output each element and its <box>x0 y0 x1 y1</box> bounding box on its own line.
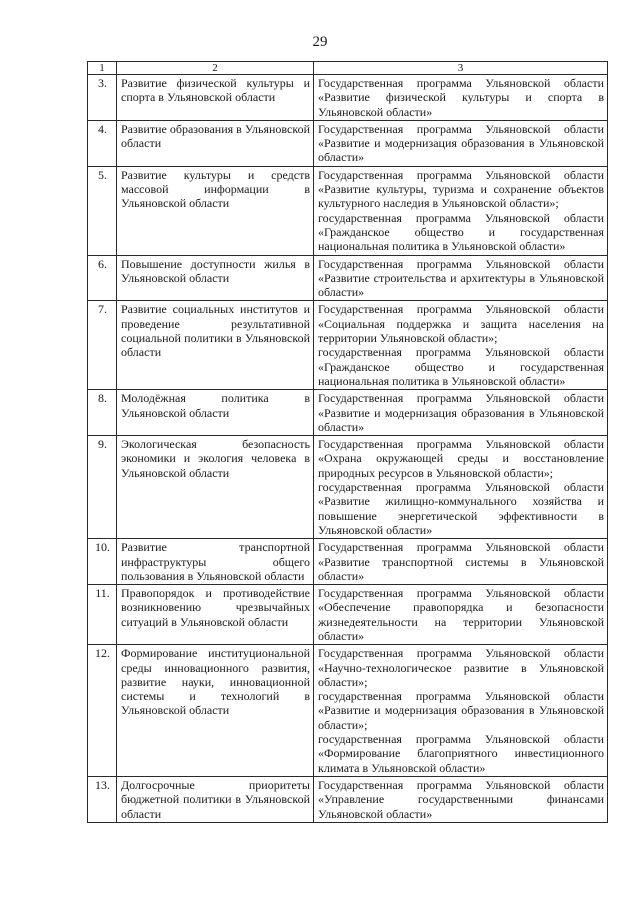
program-entry: Государственная программа Ульяновской области «Социальная поддержка и защита населения на территории Ульяновской области»; <box>318 302 604 346</box>
program-entry: Государственная программа Ульяновской области «Развитие физической культуры и спорта в Ульяновской области» <box>318 76 604 119</box>
header-cell-1: 1 <box>88 62 117 75</box>
table-header-row <box>88 62 608 75</box>
header-cell-2: 2 <box>117 62 314 75</box>
programs-table <box>87 61 608 823</box>
table-row <box>88 255 608 301</box>
programs-cell <box>314 255 608 301</box>
programs-cell <box>314 539 608 585</box>
table-body <box>88 62 608 823</box>
page-number: 29 <box>312 34 328 50</box>
table-row <box>88 645 608 777</box>
row-number: 8. <box>88 390 117 436</box>
table-row <box>88 436 608 539</box>
table-row <box>88 539 608 585</box>
row-number: 9. <box>88 436 117 539</box>
direction-name: Развитие культуры и средств массовой информации в Ульяновской области <box>117 166 314 255</box>
programs-cell <box>314 120 608 166</box>
direction-name: Экологическая безопасность экономики и экология человека в Ульяновской области <box>117 436 314 539</box>
programs-cell <box>314 75 608 121</box>
programs-cell <box>314 776 608 822</box>
programs-cell <box>314 301 608 390</box>
row-number: 13. <box>88 776 117 822</box>
row-number: 6. <box>88 255 117 301</box>
table-row <box>88 166 608 255</box>
programs-cell <box>314 436 608 539</box>
direction-name: Развитие социальных институтов и проведение результативной социальной политики в Ульяновской области <box>117 301 314 390</box>
direction-name: Правопорядок и противодействие возникновению чрезвычайных ситуаций в Ульяновской области <box>117 585 314 645</box>
direction-name: Долгосрочные приоритеты бюджетной политики в Ульяновской области <box>117 776 314 822</box>
table-row <box>88 776 608 822</box>
program-entry: Государственная программа Ульяновской области «Развитие транспортной системы в Ульяновской области» <box>318 540 604 583</box>
program-entry: Государственная программа Ульяновской области «Развитие и модернизация образования в Ульяновской области» <box>318 121 604 165</box>
direction-name: Молодёжная политика в Ульяновской области <box>117 390 314 436</box>
direction-name: Формирование институциональной среды инновационного развития, развитие науки, инновационной системы и технологий в Ульяновской области <box>117 645 314 777</box>
row-number: 11. <box>88 585 117 645</box>
programs-cell <box>314 166 608 255</box>
row-number: 10. <box>88 539 117 585</box>
program-entry: Государственная программа Ульяновской области «Научно-технологическое развитие в Ульяновской области»; <box>318 646 604 689</box>
direction-name: Повышение доступности жилья в Ульяновской области <box>117 255 314 301</box>
table-row <box>88 585 608 645</box>
row-number: 5. <box>88 166 117 255</box>
program-entry: государственная программа Ульяновской области «Формирование благоприятного инвестиционного климата в Ульяновской области» <box>318 732 604 775</box>
program-entry: Государственная программа Ульяновской области «Развитие культуры, туризма и сохранение объектов культурного наследия в Ульяновской области»; <box>318 167 604 211</box>
row-number: 7. <box>88 301 117 390</box>
row-number: 4. <box>88 120 117 166</box>
table-row <box>88 75 608 121</box>
programs-cell <box>314 645 608 777</box>
program-entry: Государственная программа Ульяновской области «Обеспечение правопорядка и безопасности жизнедеятельности на территории Ульяновской области» <box>318 586 604 643</box>
row-number: 12. <box>88 645 117 777</box>
program-entry: Государственная программа Ульяновской области «Развитие строительства и архитектуры в Ульяновской области» <box>318 256 604 300</box>
program-entry: Государственная программа Ульяновской области «Управление государственными финансами Ульяновской области» <box>318 777 604 821</box>
program-entry: государственная программа Ульяновской области «Гражданское общество и государственная национальная политика в Ульяновской области» <box>318 210 604 254</box>
table-row <box>88 301 608 390</box>
program-entry: Государственная программа Ульяновской области «Охрана окружающей среды и восстановление природных ресурсов в Ульяновской области»; <box>318 437 604 480</box>
direction-name: Развитие физической культуры и спорта в Ульяновской области <box>117 75 314 121</box>
header-cell-3: 3 <box>314 62 608 75</box>
programs-cell <box>314 390 608 436</box>
table-row <box>88 390 608 436</box>
program-entry: государственная программа Ульяновской области «Развитие и модернизация образования в Ульяновской области»; <box>318 689 604 732</box>
programs-cell <box>314 585 608 645</box>
program-entry: Государственная программа Ульяновской области «Развитие и модернизация образования в Ульяновской области» <box>318 391 604 434</box>
row-number: 3. <box>88 75 117 121</box>
program-entry: государственная программа Ульяновской области «Гражданское общество и государственная национальная политика в Ульяновской области» <box>318 345 604 388</box>
table-row <box>88 120 608 166</box>
program-entry: государственная программа Ульяновской области «Развитие жилищно-коммунального хозяйства и повышение энергетической эффективности в Ульяновской области» <box>318 480 604 537</box>
direction-name: Развитие образования в Ульяновской области <box>117 120 314 166</box>
direction-name: Развитие транспортной инфраструктуры общего пользования в Ульяновской области <box>117 539 314 585</box>
